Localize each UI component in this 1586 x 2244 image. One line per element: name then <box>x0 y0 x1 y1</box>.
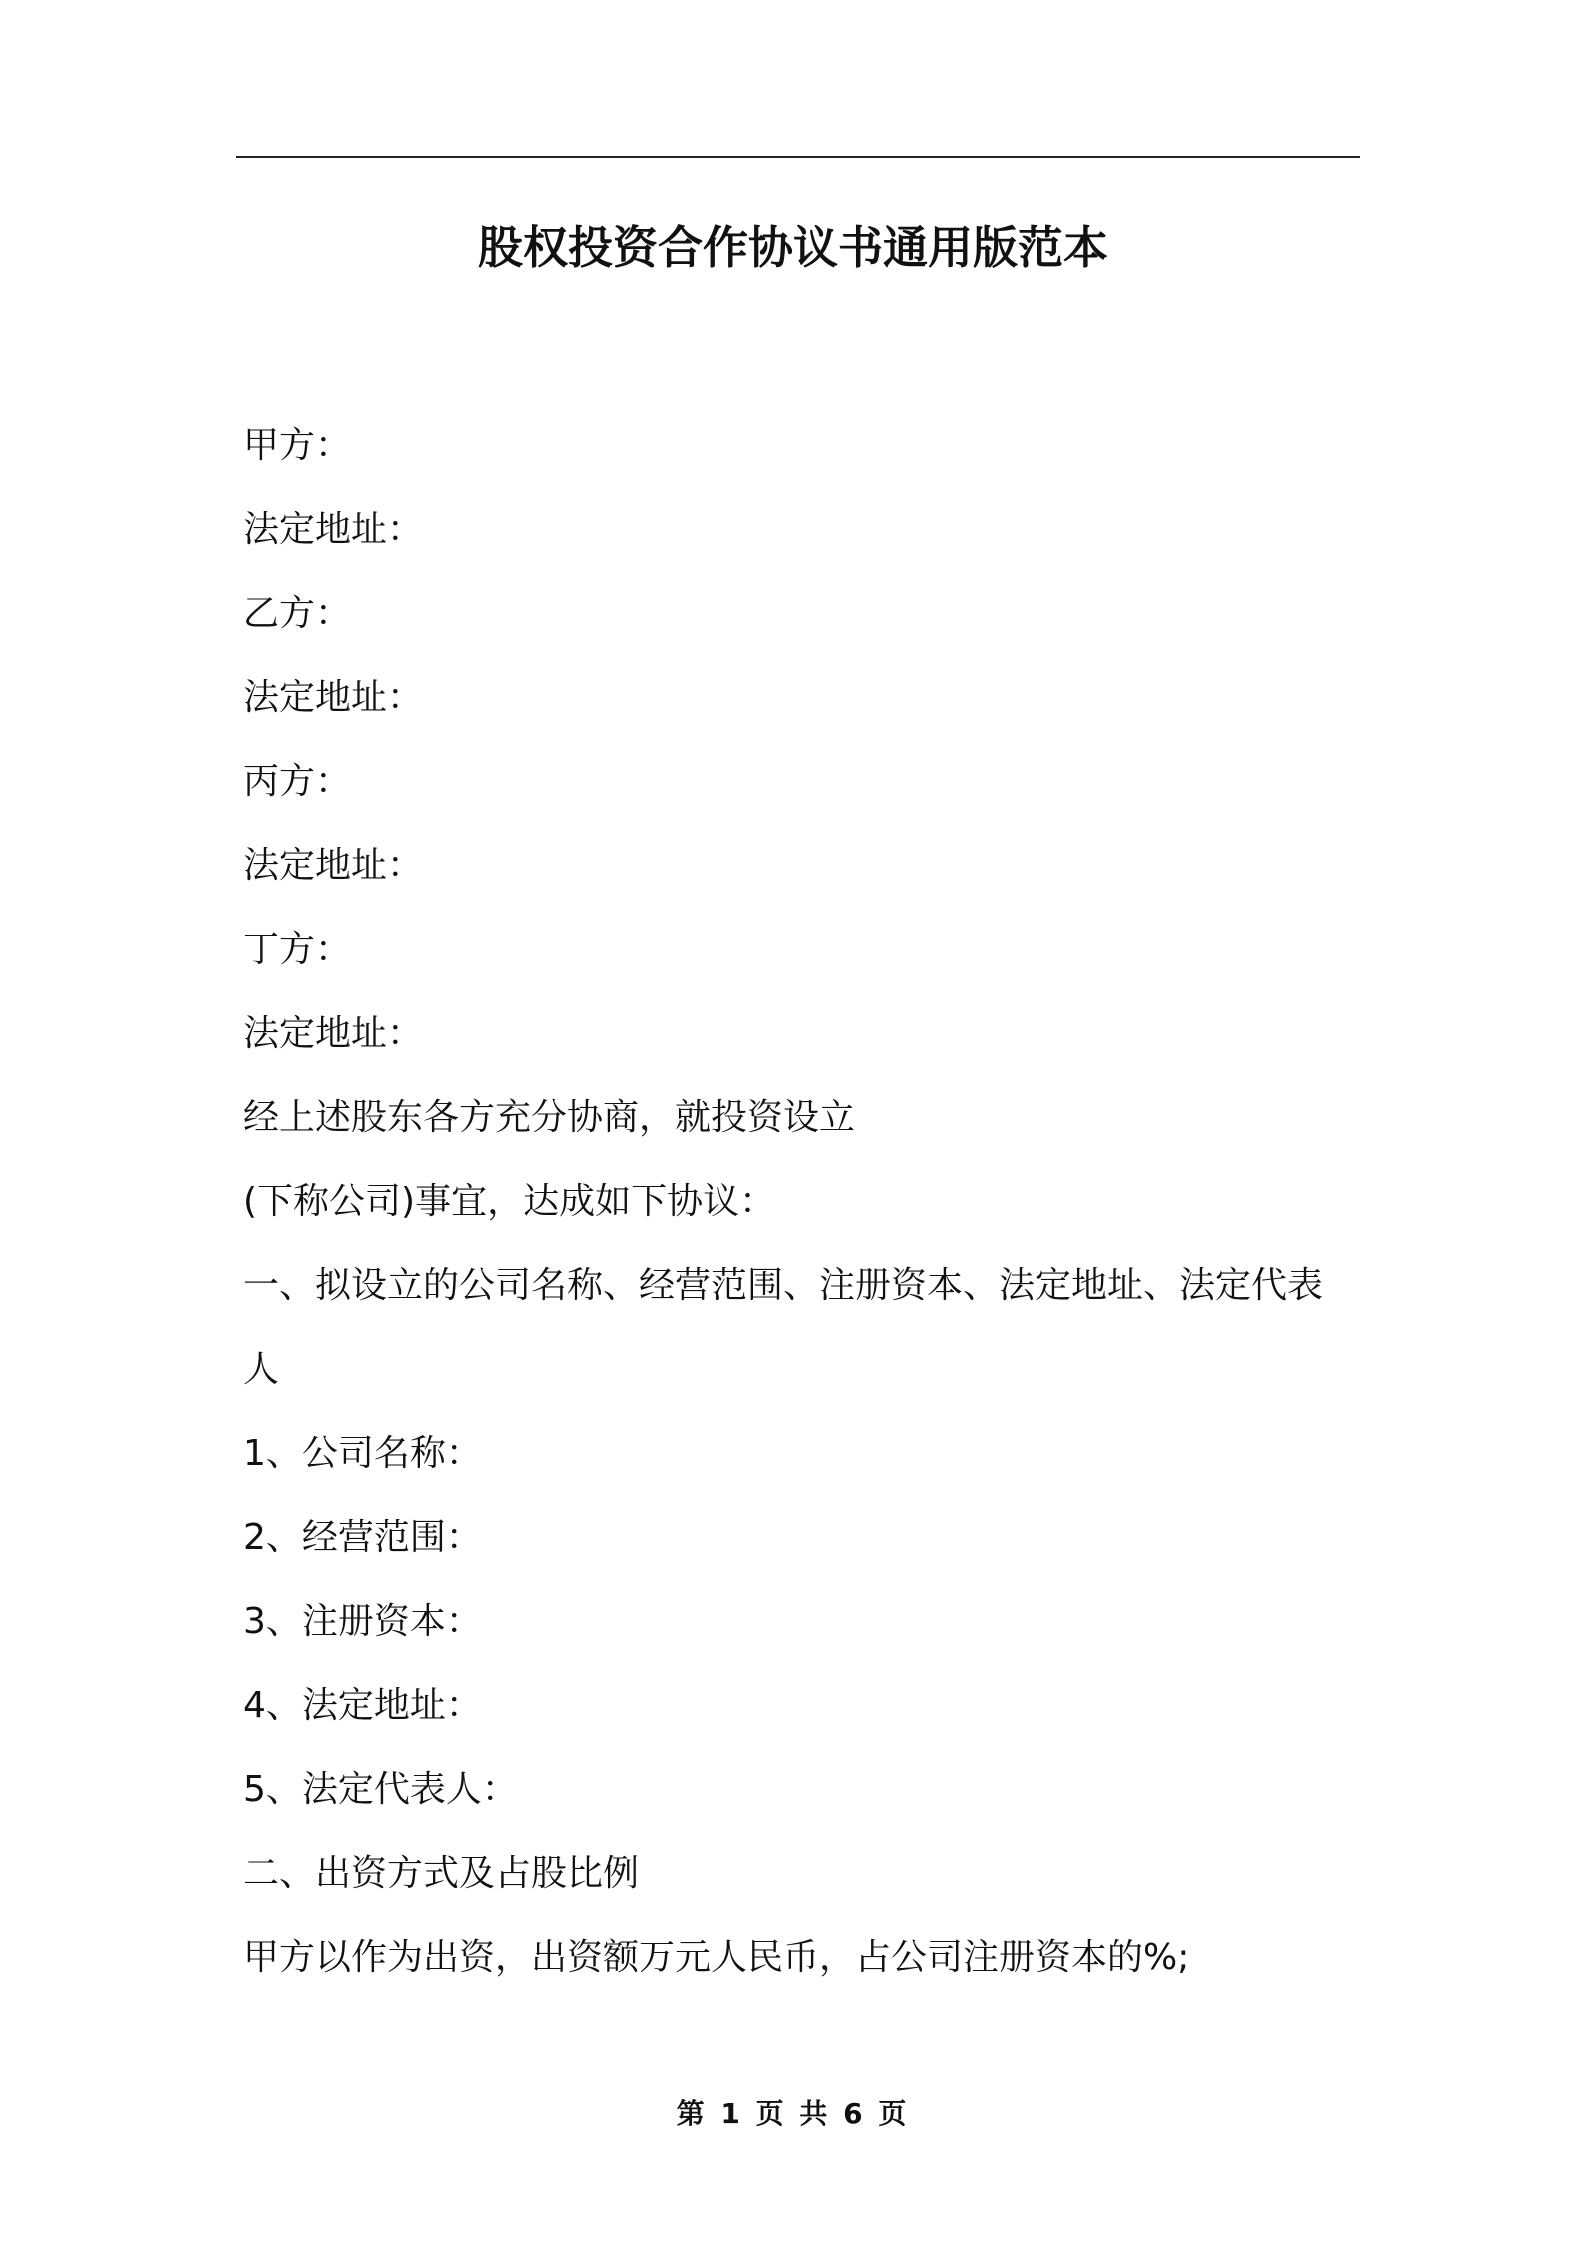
party-a-label: 甲方： <box>243 425 352 466</box>
party-d-address-label: 法定地址： <box>243 1013 424 1054</box>
item-legal-representative: 5、法定代表人： <box>243 1769 518 1810</box>
section-1-heading: 一、拟设立的公司名称、经营范围、注册资本、法定地址、法定代表 <box>243 1265 1324 1306</box>
preamble-line-1: 经上述股东各方充分协商，就投资设立 <box>243 1097 856 1138</box>
party-c-address-label: 法定地址： <box>243 845 424 886</box>
item-business-scope: 2、经营范围： <box>243 1517 482 1558</box>
party-b-address-label: 法定地址： <box>243 677 424 718</box>
preamble-line-2: (下称公司)事宜，达成如下协议： <box>243 1181 776 1222</box>
item-legal-address: 4、法定地址： <box>243 1685 482 1726</box>
party-a-address-label: 法定地址： <box>243 509 424 550</box>
party-a-contribution: 甲方以作为出资，出资额万元人民币，占公司注册资本的%; <box>243 1937 1190 1978</box>
page-number-footer: 第 1 页 共 6 页 <box>676 2097 910 2130</box>
item-registered-capital: 3、注册资本： <box>243 1601 482 1642</box>
document-body <box>243 404 1363 2000</box>
section-2-heading: 二、出资方式及占股比例 <box>243 1853 640 1894</box>
party-d-label: 丁方： <box>243 929 352 970</box>
header-rule <box>236 156 1360 158</box>
party-c-label: 丙方： <box>243 761 352 802</box>
document-title: 股权投资合作协议书通用版范本 <box>477 221 1108 274</box>
section-1-heading-continued: 人 <box>243 1349 280 1390</box>
party-b-label: 乙方： <box>243 593 352 634</box>
item-company-name: 1、公司名称： <box>243 1433 482 1474</box>
